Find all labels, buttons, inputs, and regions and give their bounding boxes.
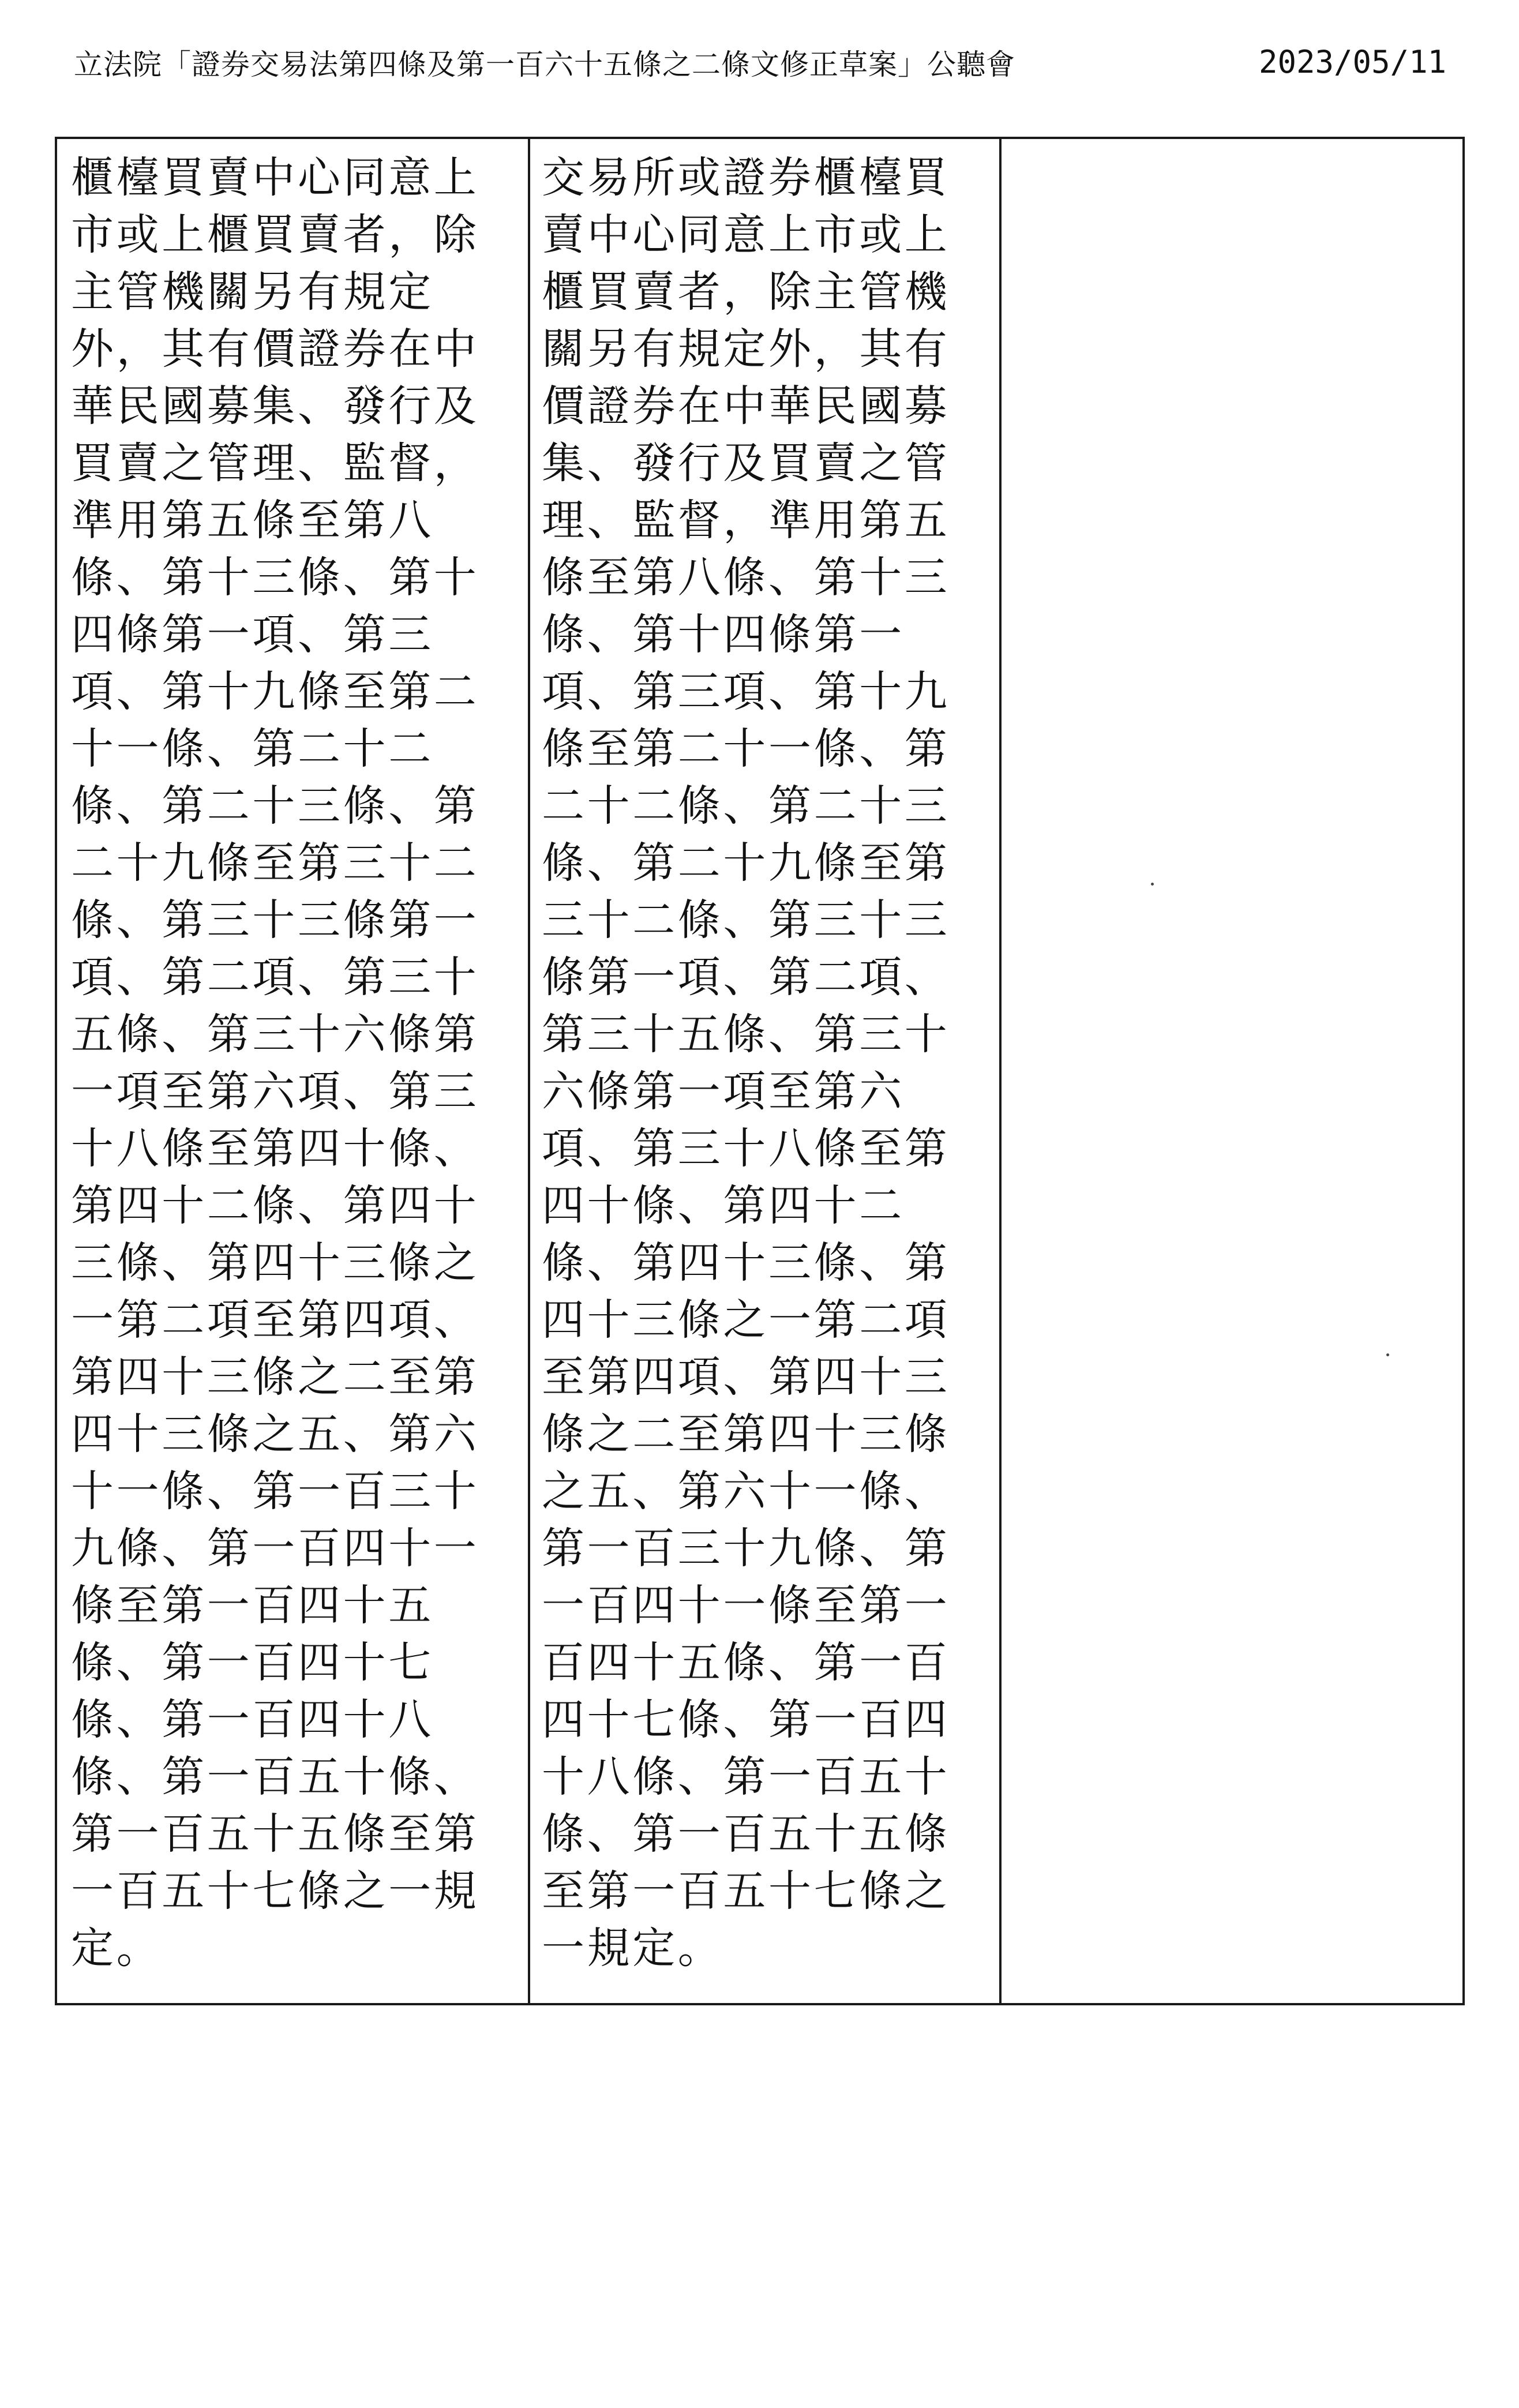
comparison-table [55, 137, 1465, 2005]
amended-text-column: 櫃檯買賣中心同意上 市或上櫃買賣者，除 主管機關另有規定 外，其有價證券在中 華民國募集、發行及 買賣之管理、監督， 準用第五條至第八 條、第十三條、第十 四條第一項、第三 項、第十九條至第二 十一條、第二十二 條、第二十三條、第 二十九條至第三十二 條、第三十三條第一 項、第二項、第三十 五條、第三十六條第 一項至第六項、第三 十八條至第四十條、 第四十二條、第四十 三條、第四十三條之 一第二項至第四項、 第四十三條之二至第 四十三條之五、第六 十一條、第一百三十 九條、第一百四十一 條至第一百四十五 條、第一百四十七 條、第一百四十八 條、第一百五十條、 第一百五十五條至第 一百五十七條之一規 定。 [71, 153, 479, 1973]
document-header-date: 2023/05/11 [1259, 44, 1447, 80]
current-text-column: 交易所或證券櫃檯買 賣中心同意上市或上 櫃買賣者，除主管機 關另有規定外，其有 價證券在中華民國募 集、發行及買賣之管 理、監督，準用第五 條至第八條、第十三 條、第十四條第一 項、第三項、第十九 條至第二十一條、第 二十二條、第二十三 條、第二十九條至第 三十二條、第三十三 條第一項、第二項、 第三十五條、第三十 六條第一項至第六 項、第三十八條至第 四十條、第四十二 條、第四十三條、第 四十三條之一第二項 至第四項、第四十三 條之二至第四十三條 之五、第六十一條、 第一百三十九條、第 一百四十一條至第一 百四十五條、第一百 四十七條、第一百四 十八條、第一百五十 條、第一百五十五條 至第一百五十七條之 一規定。 [542, 153, 950, 1973]
column-divider-2 [999, 139, 1002, 2003]
column-divider-1 [528, 139, 530, 2003]
scan-speck [1386, 1353, 1389, 1356]
document-header-title: 立法院「證券交易法第四條及第一百六十五條之二條文修正草案」公聽會 [74, 48, 1015, 81]
scan-speck [1151, 883, 1154, 886]
